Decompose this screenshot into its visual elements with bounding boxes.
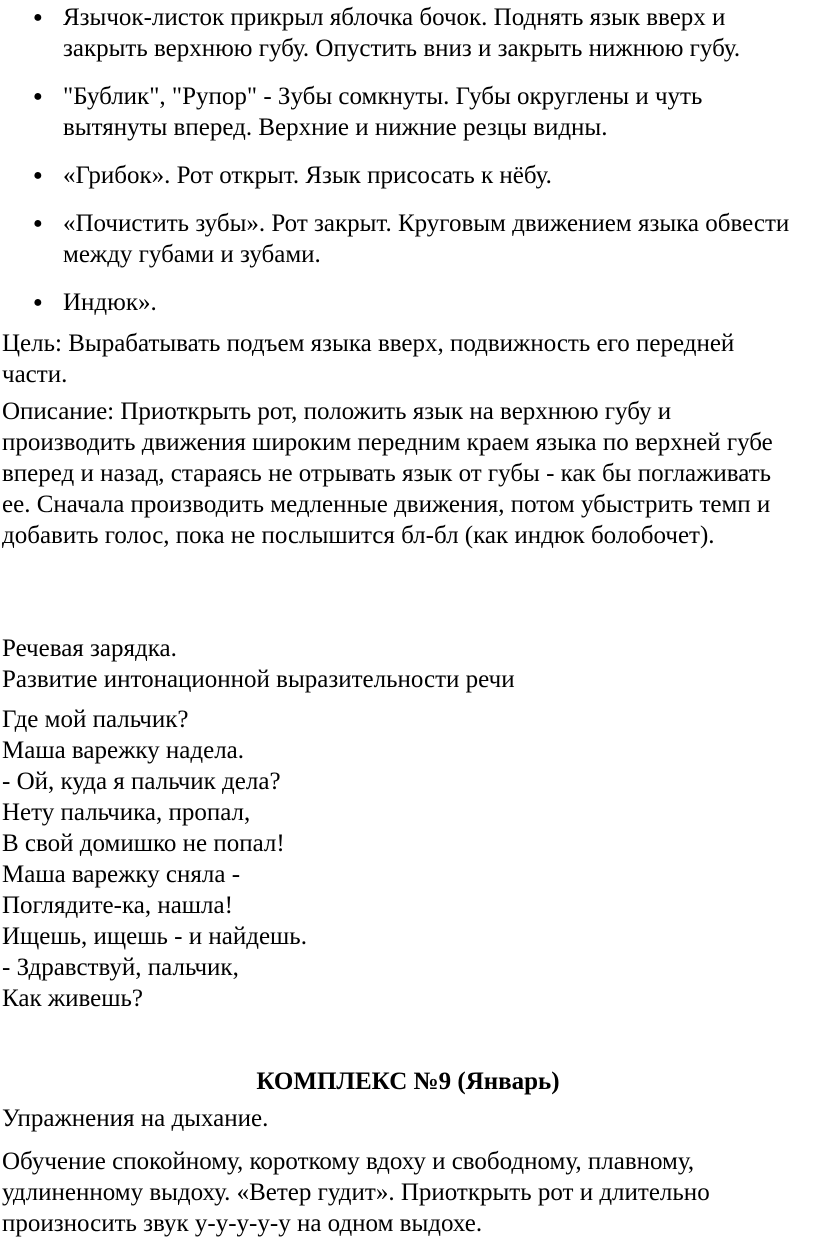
poem-line: Нету пальчика, пропал,	[2, 799, 251, 826]
list-item	[0, 2, 816, 64]
complex-heading: КОМПЛЕКС №9 (Январь)	[256, 1068, 560, 1095]
list-item-text: Индюк».	[63, 289, 157, 316]
breathing-paragraph: Обучение спокойному, короткому вдоху и свободному, плавному, удлиненному выдоху. «Ветер гудит». Приоткрыть рот и длительно произносить звук у-у-у-у-у на одном выдохе.	[2, 1148, 710, 1237]
poem-line: - Ой, куда я пальчик дела?	[2, 768, 281, 795]
description-paragraph: Описание: Приоткрыть рот, положить язык на верхнюю губу и производить движения широким передним краем языка по верхней губе вперед и назад, стараясь не отрывать язык от губы - как бы поглаживать ее. Сначала производить медленные движения, потом убыстрить темп и добавить голос, пока не послышится бл-бл (как индюк болобочет).	[2, 398, 773, 549]
bullet-icon: ●	[33, 294, 43, 311]
bullet-icon: ●	[33, 215, 43, 232]
speech-exercise-title: Речевая зарядка.	[2, 635, 177, 662]
list-item-text: Язычок-листок прикрыл яблочка бочок. Поднять язык вверх и закрыть верхнюю губу. Опустить вниз и закрыть нижнюю губу.	[63, 4, 741, 62]
poem-line: Как живешь?	[2, 985, 143, 1012]
poem-line: В свой домишко не попал!	[2, 830, 285, 857]
poem-line: Маша варежку сняла -	[2, 861, 241, 888]
poem-line: Маша варежку надела.	[2, 737, 245, 764]
poem-line: Где мой пальчик?	[2, 706, 189, 733]
list-item-text: «Почистить зубы». Рот закрыт. Круговым движением языка обвести между губами и зубами.	[63, 210, 790, 268]
poem-line: Ищешь, ищешь - и найдешь.	[2, 923, 307, 950]
bullet-icon: ●	[33, 9, 43, 26]
exercise-list	[0, 2, 816, 318]
poem-line: Поглядите-ка, нашла!	[2, 892, 233, 919]
breathing-title: Упражнения на дыхание.	[2, 1105, 269, 1132]
list-item	[0, 208, 816, 270]
list-item	[0, 81, 816, 143]
bullet-icon: ●	[33, 167, 43, 184]
poem-line: - Здравствуй, пальчик,	[2, 954, 239, 981]
list-item-text: «Грибок». Рот открыт. Язык присосать к нёбу.	[63, 162, 552, 189]
goal-paragraph: Цель: Вырабатывать подъем языка вверх, подвижность его передней части.	[2, 330, 735, 388]
poem	[2, 704, 798, 1014]
list-item	[0, 287, 816, 318]
list-item-text: "Бублик", "Рупор" - Зубы сомкнуты. Губы округлены и чуть вытянуты вперед. Верхние и нижние резцы видны.	[63, 83, 703, 141]
speech-exercise-subtitle: Развитие интонационной выразительности речи	[2, 666, 515, 693]
list-item	[0, 160, 816, 191]
bullet-icon: ●	[33, 88, 43, 105]
